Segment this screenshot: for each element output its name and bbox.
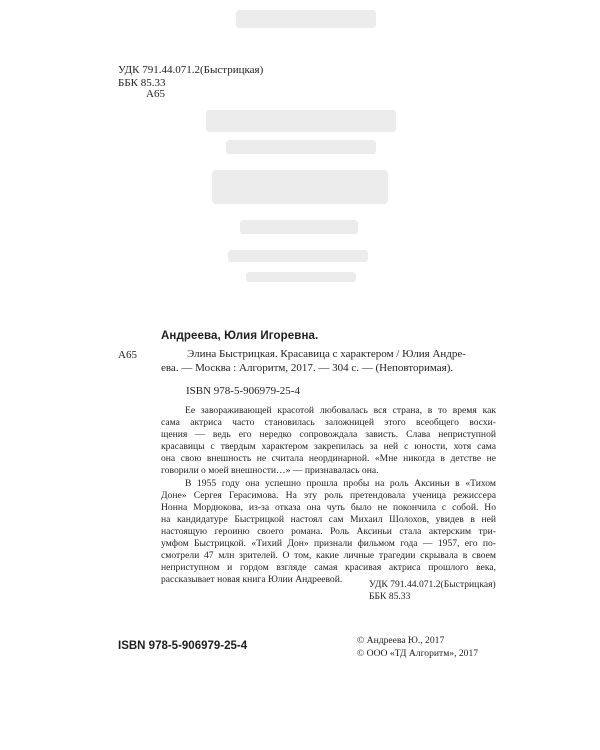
copyright-author: © Андреева Ю., 2017: [357, 635, 445, 646]
annotation-line: сама актриса часто становилась заложницей этого всеобщего восхи-: [161, 417, 496, 429]
annotation-line: рассказывает новая книга Юлии Андреевой.: [161, 574, 343, 586]
annotation-line: неприступном и гордом взгляде самая красивая актриса прошлого века,: [161, 562, 496, 574]
bbk-code: ББК 85.33: [118, 77, 166, 89]
annotation-line: красавицы с твердым характером закрепилась за ней с юности, хотя сама: [161, 441, 496, 453]
biblio-line: ева. — Москва : Алгоритм, 2017. — 304 с. — (Неповторимая).: [161, 362, 454, 374]
annotation-line: на кандидатуре Быстрицкой настоял сам Михаил Шолохов, увидев в ней: [161, 513, 496, 525]
annotation-line: Доне» Сергея Герасимова. На эту роль претендовала ученица режиссера: [161, 489, 496, 501]
udk-code: УДК 791.44.071.2(Быстрицкая): [118, 64, 264, 76]
copyright-block: [357, 634, 478, 660]
author-heading: Андреева, Юлия Игоревна.: [161, 330, 319, 342]
author-sign-card: А65: [118, 349, 137, 361]
copyright-publisher: © ООО «ТД Алгоритм», 2017: [357, 648, 479, 659]
author-sign-top: А65: [146, 88, 165, 100]
annotation-line: смотрели 47 млн зрителей. О том, какие личные трагедии скрывала в своем: [161, 550, 496, 562]
annotation-line: она свою внешность не считала неординарной. «Мне никогда в детстве не: [161, 453, 496, 465]
annotation-line: Нонна Мордюкова, из-за отказа она чуть было не покончила с собой. Но: [161, 501, 496, 513]
bibliographic-description: [161, 347, 491, 375]
isbn-bottom: ISBN 978-5-906979-25-4: [118, 640, 248, 652]
bbk-code: ББК 85.33: [369, 591, 411, 602]
annotation-line: настоящую героиню своего романа. Роль Аксиньи стала актерским три-: [161, 525, 496, 537]
udk-code: УДК 791.44.071.2(Быстрицкая): [369, 579, 496, 590]
udk-bbk-bottom: [369, 579, 496, 603]
annotation: [161, 405, 496, 586]
udk-bbk-top: [118, 64, 263, 90]
annotation-line: Ее завораживающей красотой любовалась вся страна, в то время как: [185, 405, 496, 416]
biblio-line: Элина Быстрицкая. Красавица с характером / Юлия Андре-: [187, 348, 466, 360]
annotation-line: умфом Быстрицкой. «Тихий Дон» признали фильмом года — 1957, его по-: [161, 538, 496, 550]
isbn-card: ISBN 978-5-906979-25-4: [186, 385, 300, 397]
annotation-line: говорили о моей внешности…» — признавалась она.: [161, 465, 379, 477]
annotation-line: В 1955 году она успешно прошла пробы на роль Аксиньи в «Тихом: [185, 477, 496, 489]
annotation-line: щения — ведь его нередко сопровождала зависть. Слава неприступной: [161, 429, 496, 441]
